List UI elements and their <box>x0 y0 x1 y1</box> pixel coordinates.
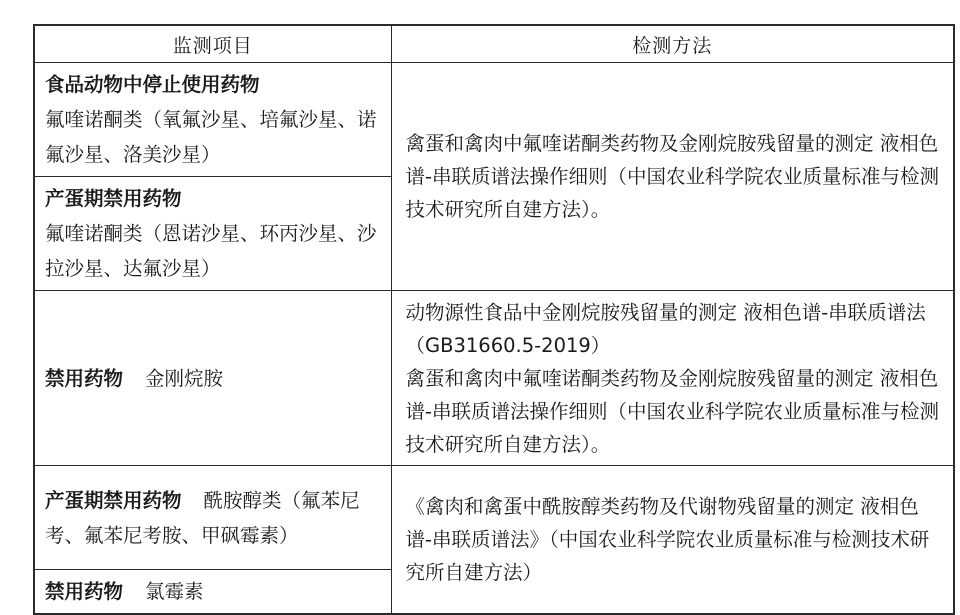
item-cell <box>34 570 391 615</box>
item-body: 酰胺醇类（氟苯尼考、氟苯尼考胺、甲砜霉素） <box>45 488 360 547</box>
method-text: 动物源性食品中金刚烷胺残留量的测定 液相色谱-串联质谱法（GB31660.5-2019） <box>405 300 926 357</box>
item-body: 氟喹诺酮类（恩诺沙星、环丙沙星、沙拉沙星、达氟沙星） <box>45 222 377 280</box>
table-row <box>34 291 954 466</box>
item-cell <box>34 466 391 570</box>
item-title: 食品动物中停止使用药物 <box>45 73 260 96</box>
method-text: 禽蛋和禽肉中氟喹诺酮类药物及金刚烷胺残留量的测定 液相色谱-串联质谱法操作细则（中国农业科学院农业质量标准与检测技术研究所自建方法）。 <box>405 132 940 221</box>
item-body: 氟喹诺酮类（氧氟沙星、培氟沙星、诺氟沙星、洛美沙星） <box>45 108 377 166</box>
method-text: 《禽肉和禽蛋中酰胺醇类药物及代谢物残留量的测定 液相色谱-串联质谱法》（中国农业科学院农业质量标准与检测技术研究所自建方法） <box>405 495 930 584</box>
item-cell <box>34 177 391 291</box>
item-cell <box>34 291 391 466</box>
table-row <box>34 63 954 177</box>
method-cell <box>391 466 954 615</box>
item-title: 禁用药物 <box>45 366 124 390</box>
method-cell <box>391 291 954 466</box>
method-text: 禽蛋和禽肉中氟喹诺酮类药物及金刚烷胺残留量的测定 液相色谱-串联质谱法操作细则（中国农业科学院农业质量标准与检测技术研究所自建方法）。 <box>405 366 940 456</box>
item-title: 产蛋期禁用药物 <box>45 187 182 210</box>
table-row <box>34 466 954 570</box>
item-title: 产蛋期禁用药物 <box>45 488 182 512</box>
header-row <box>34 25 954 63</box>
item-title: 禁用药物 <box>45 580 124 603</box>
monitoring-table <box>33 24 955 615</box>
item-body: 氯霉素 <box>145 580 204 603</box>
item-body: 金刚烷胺 <box>145 366 224 390</box>
header-test-method: 检测方法 <box>391 25 954 63</box>
header-monitoring-item: 监测项目 <box>34 25 391 63</box>
method-cell <box>391 63 954 291</box>
item-cell <box>34 63 391 177</box>
